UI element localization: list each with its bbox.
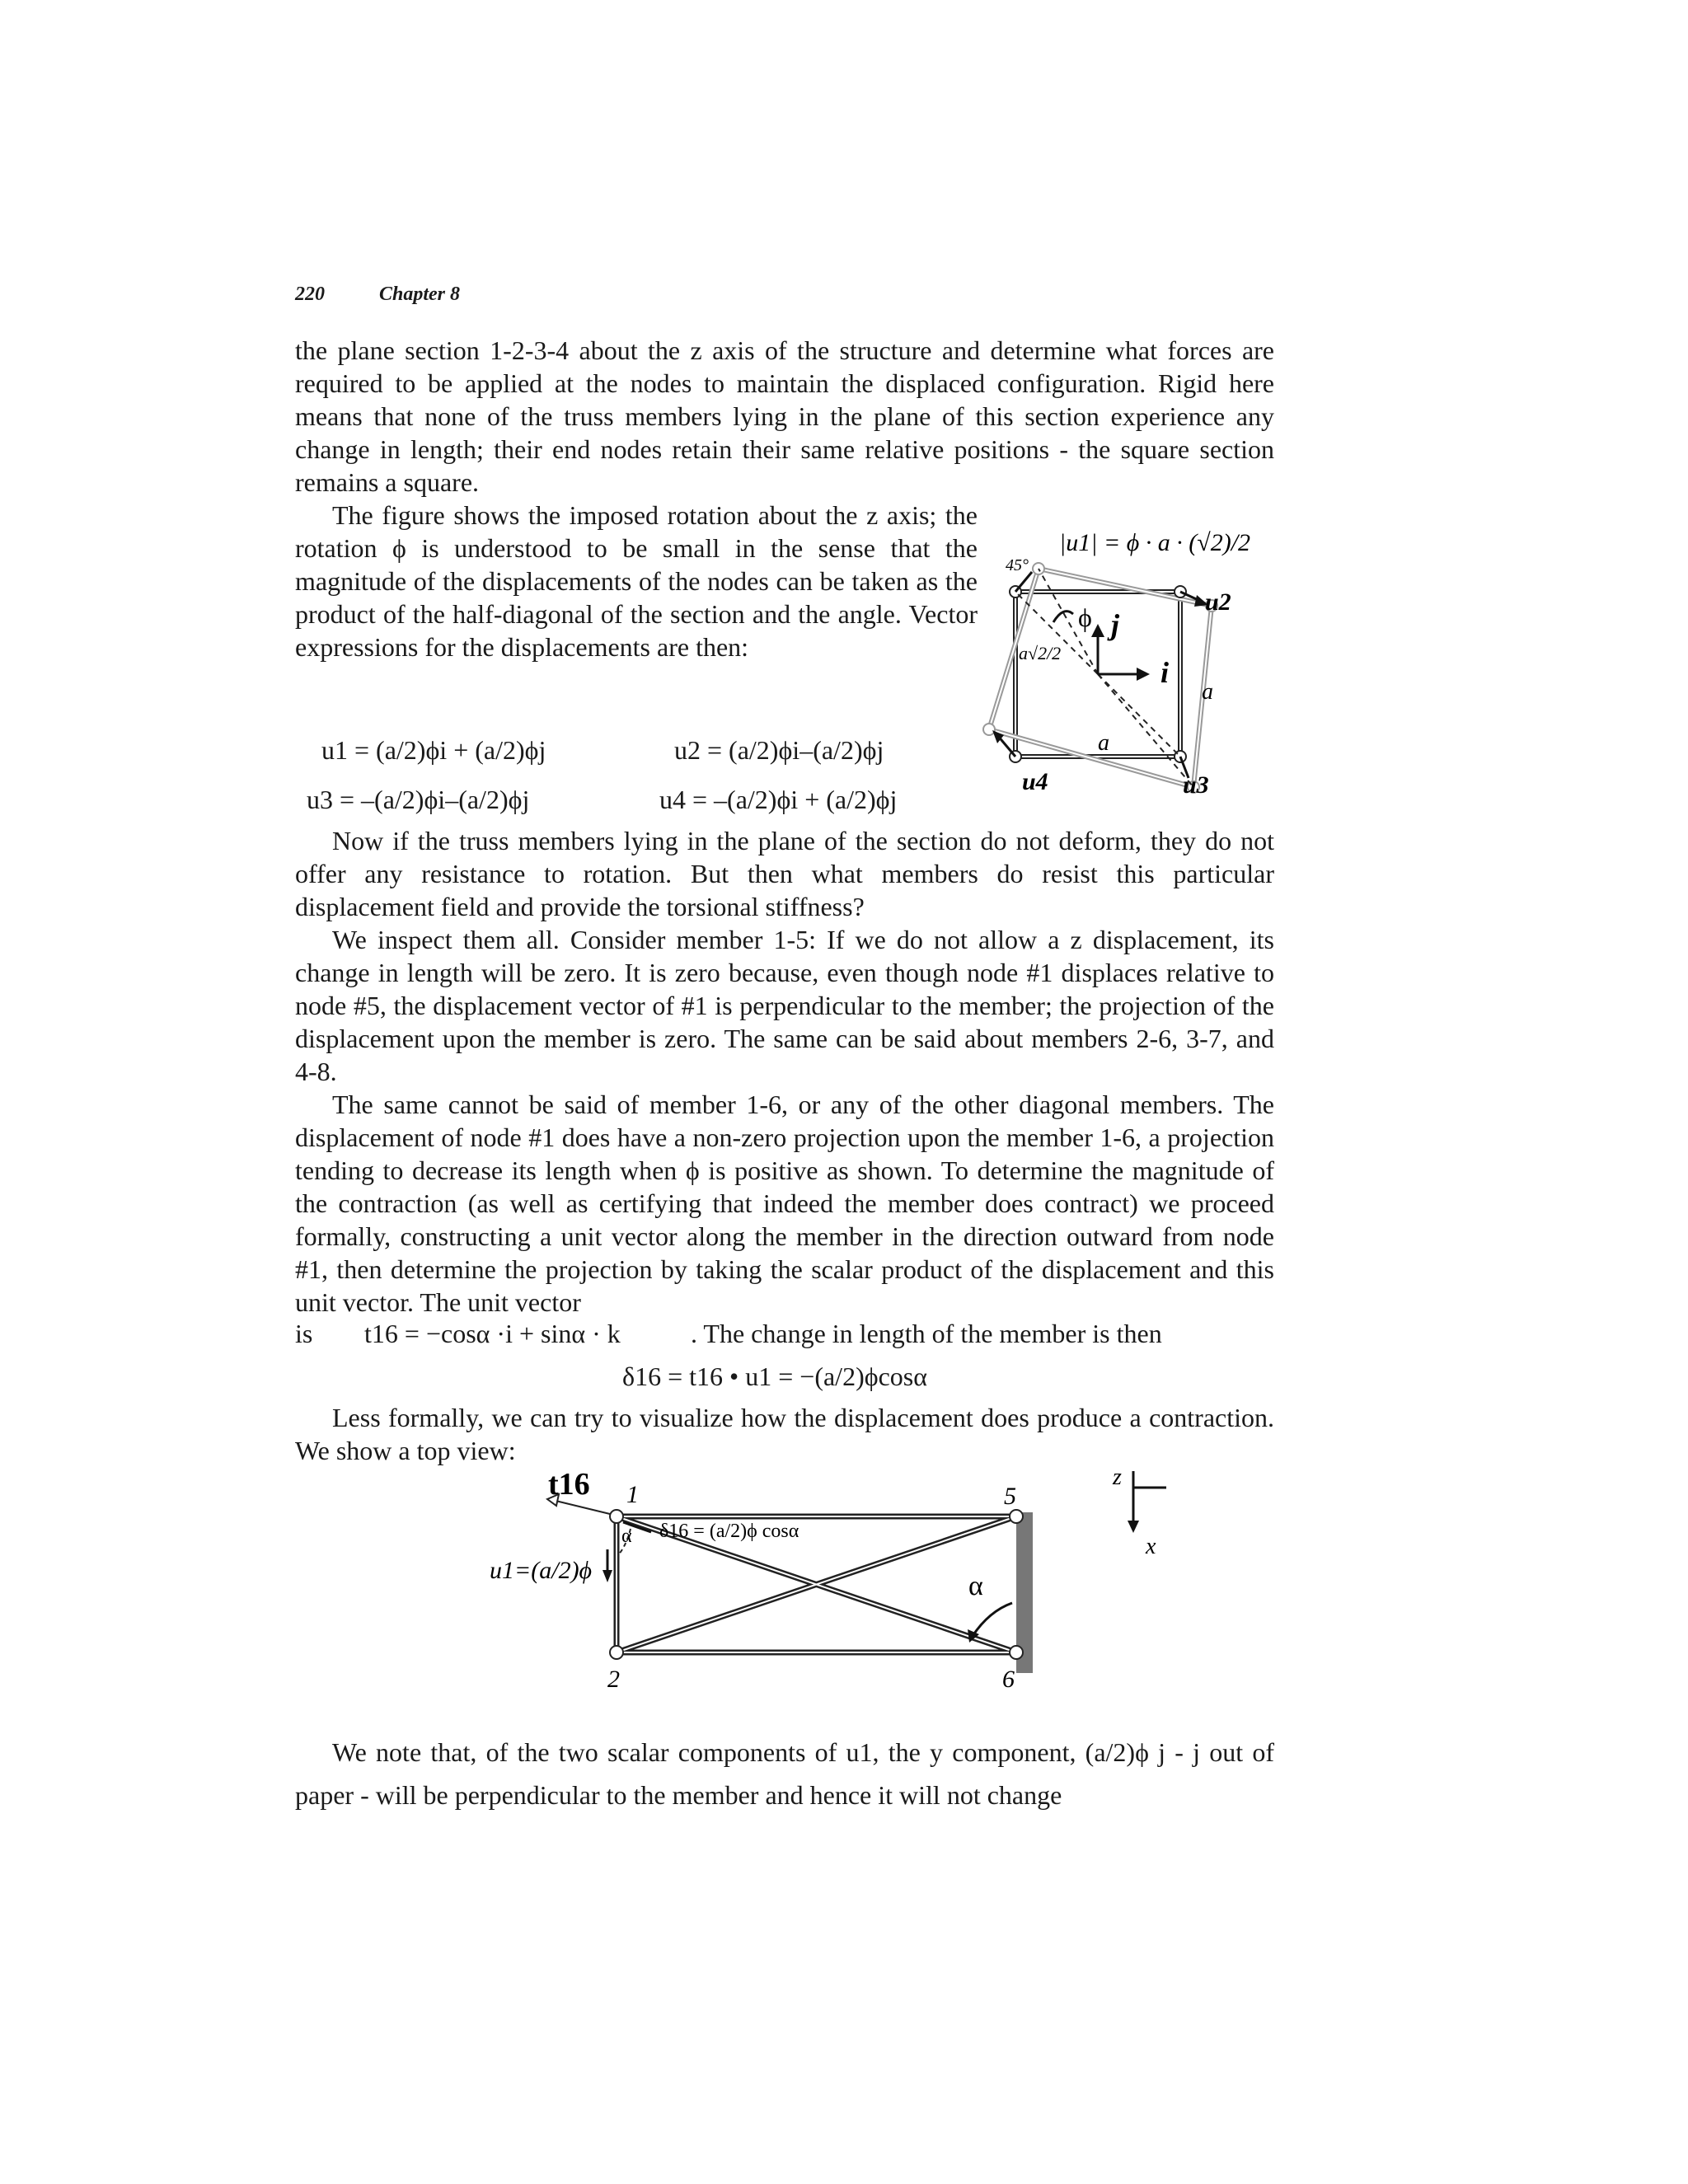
svg-text:6: 6 [1002, 1666, 1015, 1693]
svg-text:t16: t16 [548, 1467, 590, 1502]
paragraph-3: Now if the truss members lying in the plane of the section do not deform, they do not offer any resistance to rotation. But then what members do resist this particular displacement field and provide the torsional stiffness? [295, 826, 1274, 921]
svg-text:α: α [968, 1571, 983, 1601]
svg-text:δ16 = (a/2)ϕ cosα: δ16 = (a/2)ϕ cosα [659, 1521, 799, 1542]
svg-text:u2: u2 [1205, 588, 1231, 616]
top-view-figure [462, 1463, 1253, 1710]
node-1 [610, 1510, 623, 1523]
svg-text:2: 2 [607, 1666, 620, 1693]
t16-equation: t16 = −cosα ·i + sinα · k [364, 1319, 621, 1348]
magnitude-label: |u1| = ϕ · a · (√2)/2 [1059, 529, 1251, 556]
equation-u1: u1 = (a/2)ϕi + (a/2)ϕj [321, 735, 546, 765]
svg-text:i: i [1160, 656, 1170, 689]
paragraph-1: the plane section 1-2-3-4 about the z axis of the structure and determine what forces are required to be applied at the nodes to maintain the displaced configuration. Rigid here means that none of the truss members lying in the plane of this section experience any change in length; their end nodes retain their same relative positions - the square section remains a square. [295, 335, 1274, 497]
paragraph-6: Less formally, we can try to visualize how the displacement does produce a contraction. We show a top view: [295, 1403, 1274, 1465]
paragraph-7: We note that, of the two scalar components of u1, the y component, (a/2)ϕ j - j out of paper - will be perpendicular to the member and hence it will not change [295, 1737, 1274, 1810]
svg-text:1: 1 [626, 1481, 639, 1508]
alpha-arc [973, 1603, 1012, 1636]
svg-text:u4: u4 [1022, 768, 1048, 795]
svg-text:5: 5 [1004, 1483, 1016, 1510]
delta-equation: δ16 = t16 • u1 = −(a/2)ϕcosα [622, 1361, 927, 1391]
page-header [295, 284, 460, 306]
svg-text:z: z [1113, 1465, 1122, 1490]
svg-text:45°: 45° [1006, 556, 1029, 574]
chapter-label: Chapter 8 [379, 284, 461, 305]
svg-text:a: a [1202, 679, 1213, 705]
is-word: is [295, 1319, 313, 1348]
paragraph-2: The figure shows the imposed rotation about the z axis; the rotation ϕ is understood to be small in the sense that the magnitude of the displacements of the nodes can be taken as the product of the half-diagonal of the section and the angle. Vector expressions for the displacements are then: [295, 500, 978, 662]
svg-text:a√2/2: a√2/2 [1019, 643, 1062, 663]
svg-text:x: x [1146, 1534, 1156, 1559]
svg-text:ϕ: ϕ [1078, 602, 1092, 632]
svg-text:u3: u3 [1183, 771, 1209, 799]
equation-u3: u3 = –(a/2)ϕi–(a/2)ϕj [307, 785, 530, 814]
page-number: 220 [295, 284, 325, 305]
paragraph-5-tail: . The change in length of the member is then [691, 1319, 1162, 1348]
paragraph-4: We inspect them all. Consider member 1-5: If we do not allow a z displacement, its change in length will be zero. It is zero because, even though node #1 displaces relative to node #5, the displacement vector of #1 is perpendicular to the member; the projection of the displacement upon the member is zero. The same can be said about members 2-6, 3-7, and 4-8. [295, 925, 1274, 1086]
paragraph-5: The same cannot be said of member 1-6, or any of the other diagonal members. The displacement of node #1 does have a non-zero projection upon the member 1-6, a projection tending to decrease its length when ϕ is positive as shown. To determine the magnitude of the contraction (as well as certifying that indeed the member does contract) we proceed formally, constructing a unit vector along the member in the direction outward from node #1, then determine the projection by taking the scalar product of the displacement and this unit vector. The unit vector [295, 1090, 1274, 1317]
node-5 [1010, 1510, 1023, 1523]
svg-text:u1=(a/2)ϕ: u1=(a/2)ϕ [490, 1557, 593, 1584]
equation-u4: u4 = –(a/2)ϕi + (a/2)ϕj [659, 785, 898, 814]
svg-text:α: α [621, 1526, 632, 1547]
svg-text:a: a [1098, 730, 1109, 756]
rotation-figure [981, 519, 1294, 816]
t16-arrow [552, 1500, 610, 1514]
equation-u2: u2 = (a/2)ϕi–(a/2)ϕj [674, 735, 884, 765]
u1-arrow [1015, 572, 1032, 592]
phi-arc [1053, 612, 1073, 622]
node-2 [610, 1646, 623, 1659]
node-6 [1010, 1646, 1023, 1659]
svg-text:j: j [1111, 608, 1120, 641]
